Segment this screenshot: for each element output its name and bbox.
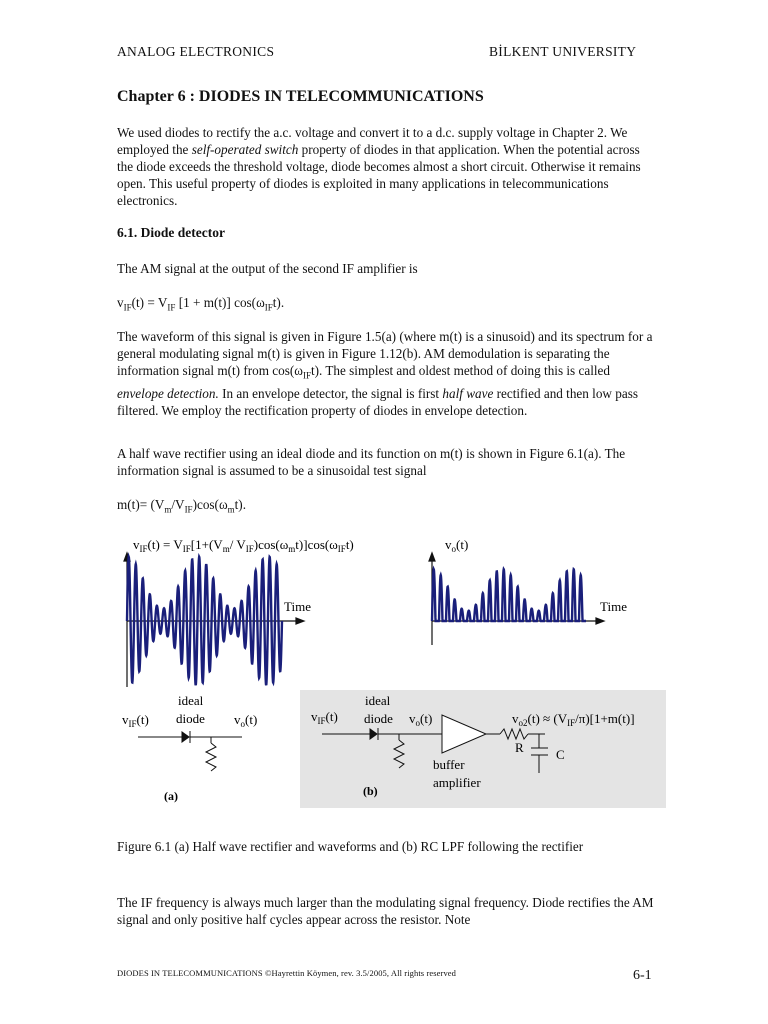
waveform-paragraph: The waveform of this signal is given in Figure 1.5(a) (where m(t) is a sinusoid) and its spectrum for a general modulating signal m(t) is given in Figure 1.12(b). AM demodulation is separating the information signal m(t) from $\cos(\omega_{IF}t)$. The simplest and oldest method of doing this is called envelope detection. In an envelope detector, the signal is first half wave rectified and then low pass filtered. We employ the rectification property of diodes in envelope detection. [117,329,653,418]
rectifier-paragraph: A half wave rectifier using an ideal diode and its function on m(t) is shown in Figure 6.1(a). The information signal is assumed to be a sinusoidal test signal [117,446,626,478]
circuit-a-diode-label: diode [176,711,205,726]
footer-copyright: DIODES IN TELECOMMUNICATIONS ©Hayrettin Köymen, rev. 3.5/2005, All rights reserved [117,968,457,978]
test-signal-equation: $m(t)= (V_m/V_{IF})\cos(\omega_mt)$. [117,497,246,515]
circuit-a-tag: (a) [164,789,178,803]
running-header-right: BİLKENT UNIVERSITY [489,44,637,59]
circuit-a-output-label: $v_o(t)$ [234,712,258,729]
figure-caption: Figure 6.1 (a) Half wave rectifier and waveforms and (b) RC LPF following the rectifier [117,839,584,854]
right-plot-label: $v_o(t)$ [445,537,469,554]
buffer-label: buffer [433,757,465,772]
running-header-left: ANALOG ELECTRONICS [117,44,275,59]
intro-emphasis: self-operated switch [191,142,299,157]
circuit-b-output-label: $v_o(t)$ [409,711,433,728]
circuit-b-vo2-label: $v_{o2}(t) \approx (V_{IF}/\pi)[1+m(t)]$ [512,711,635,728]
intro-text-1: We used diodes to rectify the a.c. voltage and convert it to a d.c. supply voltage in Chapter 2. We employed the [117,125,628,157]
time-axis-label-left: Time [284,599,311,614]
resistor-label: R [515,740,524,755]
circuit-b-ideal-label: ideal [365,693,391,708]
circuit-a-input-label: $v_{IF}(t)$ [122,712,149,729]
page-number: 6-1 [633,968,652,983]
circuit-a-ideal-label: ideal [178,693,204,708]
am-signal-equation: $v_{IF}(t) = V_{IF}$ [1 + m(t)] $\cos(\omega_{IF}t)$. [117,295,285,313]
intro-text-2: property of diodes in that application. When the potential across the diode exceeds the threshold voltage, diode becomes almost a short circuit. Otherwise it remains open. This useful property of diodes is exploited in many applications in telecommunications electronics. [117,142,641,208]
time-axis-label-right: Time [600,599,627,614]
rectified-waveform [432,569,586,621]
section-heading: 6.1. Diode detector [117,225,225,240]
figure-6-1 [0,525,768,825]
closing-paragraph: The IF frequency is always much larger than the modulating signal frequency. Diode rectifies the AM signal and only positive half cycles appear across the resistor. Note [117,895,654,927]
left-plot-label: $v_{IF}(t) = V_{IF}[1+(V_m/$ $V_{IF})\cos(\omega_mt)]\cos(\omega_{IF}t)$ [133,537,354,554]
panel-b-background [300,690,666,808]
circuit-b-diode-label: diode [364,711,393,726]
intro-paragraph [117,124,657,209]
am-signal-paragraph: The AM signal at the output of the second IF amplifier is [117,261,418,276]
chapter-title: Chapter 6 : DIODES IN TELECOMMUNICATIONS [117,88,484,105]
circuit-b-input-label: $v_{IF}(t)$ [311,709,338,726]
amplifier-label: amplifier [433,775,481,790]
capacitor-label: C [556,747,565,762]
circuit-b-tag: (b) [363,784,378,798]
circuit-a [138,731,242,771]
